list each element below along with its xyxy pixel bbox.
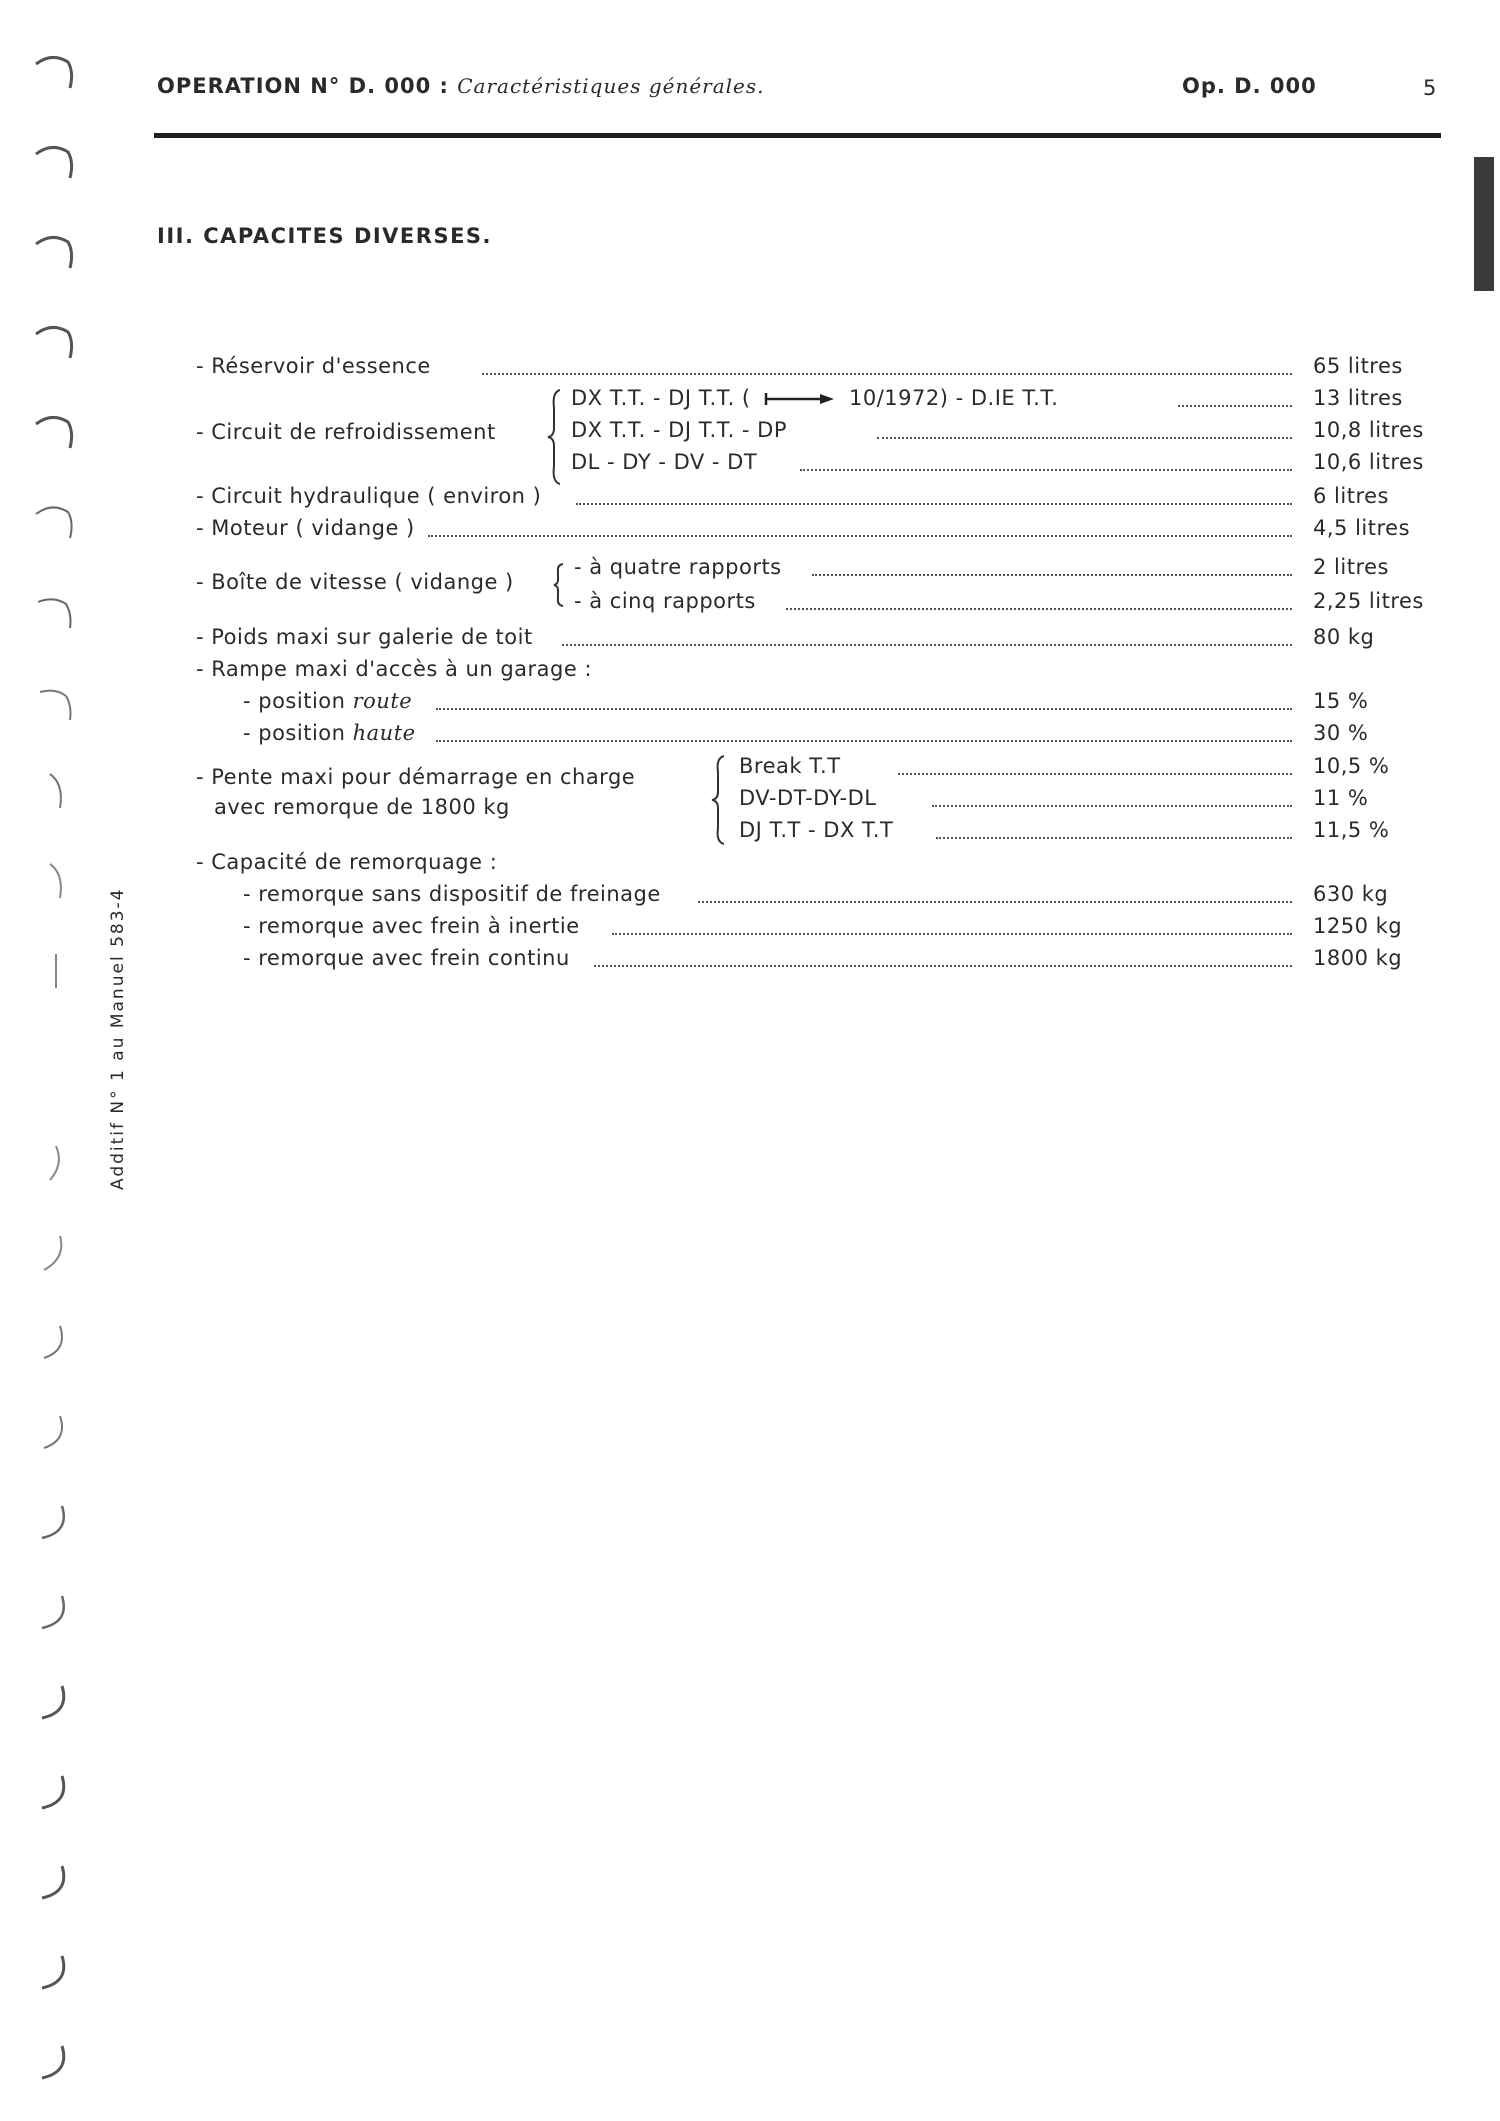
brace-icon: [552, 562, 568, 608]
leader-dots: [898, 773, 1292, 775]
row-value-reservoir: 65 litres: [1313, 354, 1403, 378]
row-value-rampe-route: 15 %: [1313, 689, 1369, 713]
binder-hole-icon: [30, 1230, 78, 1278]
position-prefix: - position: [243, 689, 346, 713]
sub-label-frein-continu: - remorque avec frein continu: [243, 946, 570, 970]
binder-hole-icon: [30, 1500, 78, 1548]
sub-label-part-a: DX T.T. - DJ T.T. (: [571, 386, 751, 410]
sub-label-position-haute: [243, 721, 416, 745]
row-label-pente-1: - Pente maxi pour démarrage en charge: [196, 765, 636, 789]
leader-dots: [594, 965, 1292, 967]
binder-hole-icon: [30, 588, 78, 636]
leader-dots: [786, 608, 1292, 610]
binder-hole-icon: [30, 2040, 78, 2088]
leader-dots: [1178, 405, 1292, 407]
sub-label-position-route: [243, 689, 412, 713]
sub-label-cinq-rapports: - à cinq rapports: [574, 589, 756, 613]
binder-hole-icon: [30, 1860, 78, 1908]
row-value-remorque-sans: 630 kg: [1313, 882, 1389, 906]
row-value-moteur: 4,5 litres: [1313, 516, 1411, 540]
sub-label-dx-dj-1: [571, 386, 1058, 410]
row-label-rampe: - Rampe maxi d'accès à un garage :: [196, 657, 593, 681]
leader-dots: [800, 469, 1292, 471]
row-label-reservoir: - Réservoir d'essence: [196, 354, 431, 378]
binder-hole-icon: [30, 858, 78, 906]
row-value-pente-dj: 11,5 %: [1313, 818, 1390, 842]
header-rule: [154, 133, 1441, 138]
binder-hole-icon: [30, 408, 78, 456]
position-prefix: - position: [243, 721, 346, 745]
operation-subtitle: Caractéristiques générales.: [457, 74, 765, 98]
row-label-pente-2: avec remorque de 1800 kg: [214, 795, 510, 819]
position-italic: route: [352, 689, 413, 713]
leader-dots: [698, 901, 1292, 903]
op-reference: Op. D. 000: [1182, 74, 1317, 98]
row-value-boite-5: 2,25 litres: [1313, 589, 1424, 613]
brace-icon: [546, 388, 566, 486]
binder-hole-icon: [30, 228, 78, 276]
sub-label-break-tt: Break T.T: [739, 754, 841, 778]
binder-hole-icon: [30, 498, 78, 546]
binder-hole-icon: [30, 1590, 78, 1638]
row-value-remorque-continu: 1800 kg: [1313, 946, 1403, 970]
sub-label-dx-dj-dp: DX T.T. - DJ T.T. - DP: [571, 418, 788, 442]
binder-hole-icon: [30, 1770, 78, 1818]
leader-dots: [436, 708, 1292, 710]
row-value-boite-4: 2 litres: [1313, 555, 1389, 579]
row-label-poids: - Poids maxi sur galerie de toit: [196, 625, 533, 649]
row-label-moteur: - Moteur ( vidange ): [196, 516, 415, 540]
binder-hole-icon: [30, 318, 78, 366]
row-label-capacite: - Capacité de remorquage :: [196, 850, 498, 874]
leader-dots: [612, 933, 1292, 935]
page-header-title: [157, 74, 765, 98]
binder-hole-icon: [30, 1680, 78, 1728]
row-value-circuit-hydraulique: 6 litres: [1313, 484, 1389, 508]
sidebar-note: Additif N° 1 au Manuel 583-4: [108, 887, 128, 1190]
row-value-refroid-1: 13 litres: [1313, 386, 1403, 410]
row-label-circuit-hydraulique: - Circuit hydraulique ( environ ): [196, 484, 542, 508]
row-label-boite: - Boîte de vitesse ( vidange ): [196, 570, 514, 594]
row-value-rampe-haute: 30 %: [1313, 721, 1369, 745]
operation-label: OPERATION N° D. 000 :: [157, 74, 449, 98]
sub-label-dv-dt-dy-dl: DV-DT-DY-DL: [739, 786, 877, 810]
leader-dots: [877, 437, 1292, 439]
leader-dots: [812, 574, 1292, 576]
leader-dots: [936, 837, 1292, 839]
row-value-pente-dv: 11 %: [1313, 786, 1369, 810]
position-italic: haute: [352, 721, 416, 745]
row-value-refroid-3: 10,6 litres: [1313, 450, 1424, 474]
section-title: III. CAPACITES DIVERSES.: [157, 224, 493, 248]
binder-hole-icon: [30, 768, 78, 816]
binder-hole-icon: [30, 948, 78, 996]
row-label-circuit-refroidissement: - Circuit de refroidissement: [196, 420, 496, 444]
sub-label-frein-inertie: - remorque avec frein à inertie: [243, 914, 580, 938]
sub-label-dl-dy-dv-dt: DL - DY - DV - DT: [571, 450, 758, 474]
leader-dots: [482, 373, 1292, 375]
sub-label-quatre-rapports: - à quatre rapports: [574, 555, 782, 579]
leader-dots: [576, 503, 1292, 505]
binder-holes: [30, 0, 90, 2121]
row-value-pente-break: 10,5 %: [1313, 754, 1390, 778]
row-value-refroid-2: 10,8 litres: [1313, 418, 1424, 442]
arrow-right-icon: [764, 391, 836, 407]
binder-hole-icon: [30, 1140, 78, 1188]
row-value-remorque-inertie: 1250 kg: [1313, 914, 1403, 938]
binder-hole-icon: [30, 138, 78, 186]
binder-hole-icon: [30, 1410, 78, 1458]
sub-label-dj-dx: DJ T.T - DX T.T: [739, 818, 894, 842]
page-number: 5: [1423, 76, 1437, 100]
row-value-poids: 80 kg: [1313, 625, 1375, 649]
binder-hole-icon: [30, 678, 78, 726]
section-tab-marker: [1474, 157, 1494, 291]
sub-label-part-b: 10/1972) - D.IE T.T.: [849, 386, 1059, 410]
leader-dots: [428, 535, 1292, 537]
leader-dots: [932, 805, 1292, 807]
binder-hole-icon: [30, 1950, 78, 1998]
brace-icon: [710, 754, 730, 846]
sub-label-sans-freinage: - remorque sans dispositif de freinage: [243, 882, 661, 906]
leader-dots: [562, 644, 1292, 646]
binder-hole-icon: [30, 1320, 78, 1368]
binder-hole-icon: [30, 48, 78, 96]
leader-dots: [436, 740, 1292, 742]
